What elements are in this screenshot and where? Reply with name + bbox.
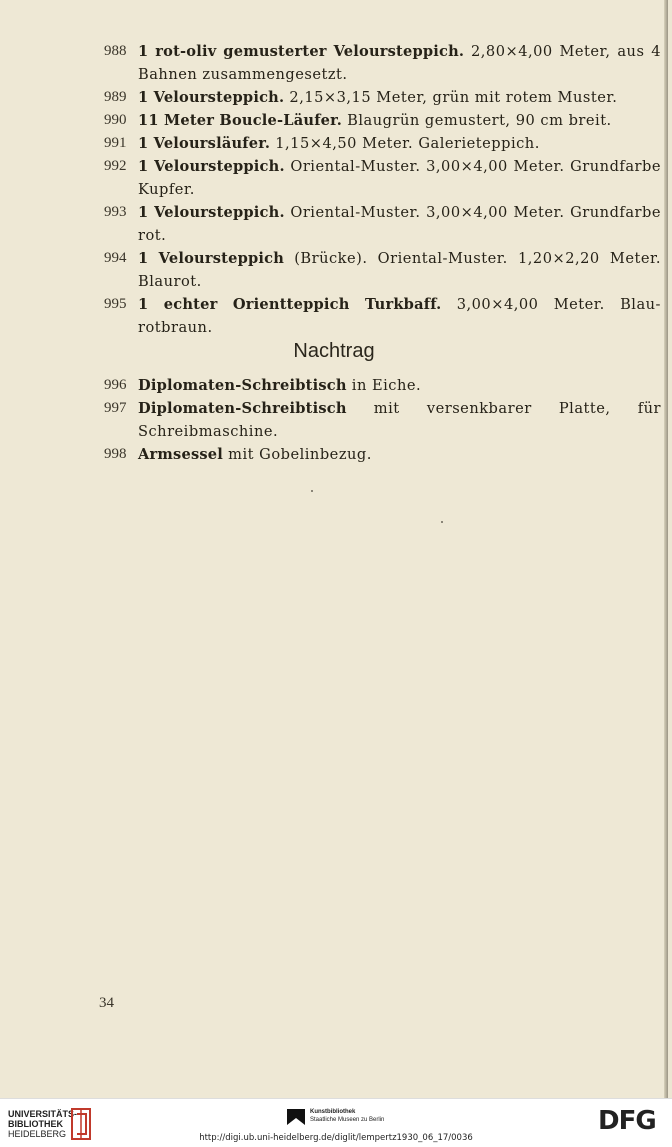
lot-description: mit Gobelinbezug. bbox=[223, 446, 372, 463]
catalog-entry bbox=[104, 155, 661, 201]
paper-speck bbox=[311, 490, 313, 492]
catalog-entry bbox=[104, 132, 661, 155]
lot-title: Armsessel bbox=[138, 446, 224, 463]
lot-title: 1 Veloursteppich. bbox=[138, 204, 285, 221]
lot-number: 992 bbox=[104, 158, 127, 174]
lot-number: 989 bbox=[104, 89, 127, 105]
lot-title: 1 Veloursläufer. bbox=[138, 135, 271, 152]
kb-logo-line2: Staatliche Museen zu Berlin bbox=[310, 1117, 385, 1123]
lot-title: 1 echter Orientteppich Turkbaff. bbox=[138, 296, 442, 313]
paper-speck bbox=[441, 521, 443, 523]
lot-title: 1 rot-oliv gemusterter Veloursteppich. bbox=[138, 43, 465, 60]
lot-description: Blaugrün gemustert, 90 cm breit. bbox=[342, 112, 612, 129]
catalog-entries bbox=[104, 40, 661, 339]
lot-title: Diplomaten-Schreibtisch bbox=[138, 400, 347, 417]
lot-description: 1,15×4,50 Meter. Galerieteppich. bbox=[270, 135, 540, 152]
lot-number: 994 bbox=[104, 250, 127, 266]
lot-number: 995 bbox=[104, 296, 127, 312]
catalog-entry bbox=[104, 247, 661, 293]
supplement-entries bbox=[104, 374, 661, 466]
catalog-entry bbox=[104, 109, 661, 132]
lot-title: 1 Veloursteppich bbox=[138, 250, 285, 267]
lot-number: 996 bbox=[104, 377, 127, 393]
lot-number: 998 bbox=[104, 446, 127, 462]
catalog-entry bbox=[104, 374, 661, 397]
page-edge-shadow bbox=[664, 0, 668, 1098]
lot-description: Oriental-Muster. 3,00×4,00 Meter. Grundfarbe rot. bbox=[138, 204, 661, 244]
catalog-entry bbox=[104, 86, 661, 109]
section-heading: Nachtrag bbox=[293, 340, 375, 362]
catalog-entry bbox=[104, 201, 661, 247]
lot-number: 991 bbox=[104, 135, 127, 151]
kunstbibliothek-logo[interactable] bbox=[310, 1108, 384, 1124]
catalog-entry bbox=[104, 293, 661, 339]
page-number: 34 bbox=[99, 995, 114, 1011]
lot-description: in Eiche. bbox=[346, 377, 422, 394]
lot-description: mit versenkbarer Platte, für Schreibmaschine. bbox=[138, 400, 661, 440]
source-url[interactable]: http://digi.ub.uni-heidelberg.de/diglit/lempertz1930_06_17/0036 bbox=[199, 1133, 473, 1143]
lot-number: 993 bbox=[104, 204, 127, 220]
lot-number: 997 bbox=[104, 400, 127, 416]
lot-title: 11 Meter Boucle-Läufer. bbox=[138, 112, 342, 129]
ub-logo-line2: BIBLIOTHEK bbox=[8, 1119, 63, 1129]
lot-title: Diplomaten-Schreibtisch bbox=[138, 377, 347, 394]
dfg-logo[interactable]: DFG bbox=[598, 1106, 656, 1136]
lot-description: 3,00×4,00 Meter. Blau-rotbraun. bbox=[138, 296, 661, 336]
lot-description: 2,15×3,15 Meter, grün mit rotem Muster. bbox=[284, 89, 618, 106]
lot-title: 1 Veloursteppich. bbox=[138, 158, 285, 175]
lot-description: (Brücke). Oriental-Muster. 1,20×2,20 Meter. Blaurot. bbox=[138, 250, 661, 290]
lot-number: 988 bbox=[104, 43, 127, 59]
lot-number: 990 bbox=[104, 112, 127, 128]
lot-description: Oriental-Muster. 3,00×4,00 Meter. Grundfarbe Kupfer. bbox=[138, 158, 661, 198]
lot-title: 1 Veloursteppich. bbox=[138, 89, 285, 106]
catalog-entry bbox=[104, 397, 661, 443]
lot-description: 2,80×4,00 Meter, aus 4 Bahnen zusammengesetzt. bbox=[138, 43, 661, 83]
kb-logo-line1: Kunstbibliothek bbox=[310, 1109, 356, 1115]
ub-logo-line1: UNIVERSITÄTS- bbox=[8, 1109, 78, 1119]
catalog-entry bbox=[104, 40, 661, 86]
ub-logo-line3: HEIDELBERG bbox=[8, 1129, 67, 1139]
kunstbibliothek-icon bbox=[287, 1109, 305, 1125]
catalog-entry bbox=[104, 443, 661, 466]
